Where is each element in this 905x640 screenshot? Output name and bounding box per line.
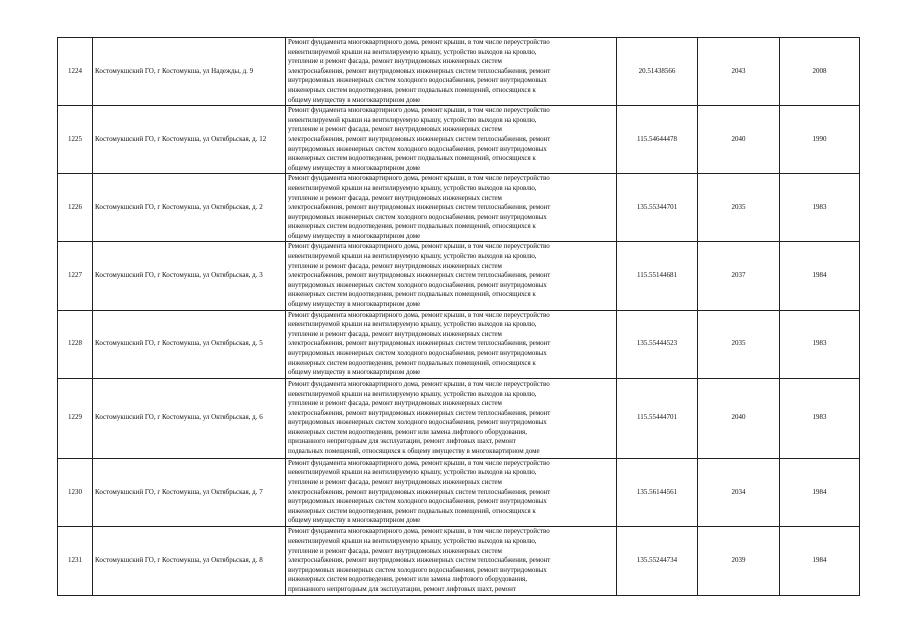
table-body: [58, 38, 860, 596]
repair-works-line: электроснабжения, ремонт внутридомовых инженерных систем теплоснабжения, ремонт: [288, 66, 551, 75]
repair-cost: 20.51438566: [617, 38, 698, 106]
repair-works-line: Ремонт фундамента многоквартирного дома, ремонт крыши, в том числе переустройство: [288, 242, 550, 251]
repair-works-line: общему имуществу в многоквартирном доме: [288, 300, 421, 309]
repair-works-line: невентилируемой крыши на вентилируемую крышу, устройство выходов на кровлю,: [288, 47, 537, 56]
repair-works-line: электроснабжения, ремонт внутридомовых инженерных систем теплоснабжения, ремонт: [288, 339, 551, 348]
table-row: [58, 378, 860, 458]
repair-works-line: невентилируемой крыши на вентилируемую крышу, устройство выходов на кровлю,: [288, 183, 537, 192]
repair-works: [286, 242, 617, 310]
repair-works-line: Ремонт фундамента многоквартирного дома, ремонт крыши, в том числе переустройство: [288, 458, 550, 467]
house-address: Костомукшский ГО, г Костомукша, ул Надежды, д. 9: [93, 38, 286, 106]
repair-register-table: [57, 37, 860, 596]
table-row: [58, 526, 860, 595]
construction-year: 1990: [780, 106, 860, 174]
construction-year: 1984: [780, 526, 860, 595]
row-number: 1225: [58, 106, 93, 174]
repair-works-line: электроснабжения, ремонт внутридомовых инженерных систем теплоснабжения, ремонт: [288, 271, 551, 280]
repair-works-line: невентилируемой крыши на вентилируемую крышу, устройство выходов на кровлю,: [288, 536, 537, 545]
construction-year: 1983: [780, 310, 860, 378]
repair-works-line: невентилируемой крыши на вентилируемую крышу, устройство выходов на кровлю,: [288, 320, 537, 329]
construction-year: 1983: [780, 174, 860, 242]
repair-works-line: внутридомовых инженерных систем холодного водоснабжения, ремонт внутридомовых: [288, 349, 547, 357]
planned-year: 2034: [698, 458, 780, 526]
repair-works-line: невентилируемой крыши на вентилируемую крышу, устройство выходов на кровлю,: [288, 115, 537, 124]
row-number: 1226: [58, 174, 93, 242]
planned-year: 2039: [698, 526, 780, 595]
house-address: Костомукшский ГО, г Костомукша, ул Октябрьская, д. 6: [93, 378, 286, 458]
repair-cost: 135.56144561: [617, 458, 698, 526]
row-number: 1230: [58, 458, 93, 526]
repair-works: [286, 174, 617, 242]
table-row: [58, 38, 860, 106]
repair-works-line: утепление и ремонт фасада, ремонт внутридомовых инженерных систем: [288, 329, 502, 338]
repair-works-line: утепление и ремонт фасада, ремонт внутридомовых инженерных систем: [288, 399, 502, 408]
table-row: [58, 458, 860, 526]
planned-year: 2035: [698, 310, 780, 378]
table-row: [58, 174, 860, 242]
row-number: 1231: [58, 526, 93, 595]
repair-works-line: общему имуществу в многоквартирном доме: [288, 368, 421, 377]
repair-works-line: утепление и ремонт фасада, ремонт внутридомовых инженерных систем: [288, 261, 502, 270]
repair-cost: 115.54644478: [617, 106, 698, 174]
repair-works-line: общему имуществу в многоквартирном доме: [288, 231, 421, 240]
row-number: 1228: [58, 310, 93, 378]
repair-works-line: внутридомовых инженерных систем холодного водоснабжения, ремонт внутридомовых: [288, 565, 547, 574]
planned-year: 2035: [698, 174, 780, 242]
repair-cost: 135.55244734: [617, 526, 698, 595]
repair-works-line: общему имуществу в многоквартирном доме: [288, 516, 421, 525]
repair-works-line: признанного непригодным для эксплуатации, ремонт лифтовых шахт, ремонт: [288, 584, 516, 593]
row-number: 1227: [58, 242, 93, 310]
row-number: 1224: [58, 38, 93, 106]
repair-works-line: внутридомовых инженерных систем холодного водоснабжения, ремонт внутридомовых: [288, 418, 547, 427]
planned-year: 2037: [698, 242, 780, 310]
repair-works-line: внутридомовых инженерных систем холодного водоснабжения, ремонт внутридомовых: [288, 76, 547, 85]
repair-works-line: электроснабжения, ремонт внутридомовых инженерных систем теплоснабжения, ремонт: [288, 203, 551, 212]
repair-works-line: признанного непригодным для эксплуатации, ремонт лифтовых шахт, ремонт: [288, 437, 516, 446]
repair-works-line: внутридомовых инженерных систем холодного водоснабжения, ремонт внутридомовых: [288, 497, 547, 506]
repair-works-line: Ремонт фундамента многоквартирного дома, ремонт крыши, в том числе переустройство: [288, 38, 550, 46]
house-address: Костомукшский ГО, г Костомукша, ул Октябрьская, д. 8: [93, 526, 286, 595]
table-row: [58, 242, 860, 310]
repair-works-line: инженерных систем водоотведения, ремонт подвальных помещений, относящихся к: [288, 154, 536, 163]
repair-works-line: электроснабжения, ремонт внутридомовых инженерных систем теплоснабжения, ремонт: [288, 556, 551, 565]
repair-works-line: инженерных систем водоотведения, ремонт подвальных помещений, относящихся к: [288, 222, 536, 231]
construction-year: 1984: [780, 242, 860, 310]
repair-works-line: инженерных систем водоотведения, ремонт или замена лифтового оборудования,: [288, 575, 527, 584]
repair-works-line: невентилируемой крыши на вентилируемую крышу, устройство выходов на кровлю,: [288, 468, 537, 477]
repair-works-line: внутридомовых инженерных систем холодного водоснабжения, ремонт внутридомовых: [288, 144, 547, 153]
repair-works-line: электроснабжения, ремонт внутридомовых инженерных систем теплоснабжения, ремонт: [288, 408, 551, 417]
repair-works-line: внутридомовых инженерных систем холодного водоснабжения, ремонт внутридомовых: [288, 280, 547, 289]
repair-works-line: общему имуществу в многоквартирном доме: [288, 95, 421, 104]
planned-year: 2040: [698, 378, 780, 458]
repair-works: [286, 378, 617, 458]
house-address: Костомукшский ГО, г Костомукша, ул Октябрьская, д. 5: [93, 310, 286, 378]
repair-works-line: внутридомовых инженерных систем холодного водоснабжения, ремонт внутридомовых: [288, 212, 547, 221]
repair-works: [286, 106, 617, 174]
repair-works-line: инженерных систем водоотведения, ремонт подвальных помещений, относящихся к: [288, 506, 536, 515]
planned-year: 2040: [698, 106, 780, 174]
repair-works-line: Ремонт фундамента многоквартирного дома, ремонт крыши, в том числе переустройство: [288, 310, 550, 319]
repair-works-line: невентилируемой крыши на вентилируемую крышу, устройство выходов на кровлю,: [288, 252, 537, 261]
repair-works-line: подвальных помещений, относящихся к общему имуществу в многоквартирном доме: [288, 447, 540, 456]
repair-works: [286, 38, 617, 106]
construction-year: 2008: [780, 38, 860, 106]
repair-cost: 115.55444701: [617, 378, 698, 458]
house-address: Костомукшский ГО, г Костомукша, ул Октябрьская, д. 3: [93, 242, 286, 310]
repair-works-line: Ремонт фундамента многоквартирного дома, ремонт крыши, в том числе переустройство: [288, 106, 550, 115]
row-number: 1229: [58, 378, 93, 458]
planned-year: 2043: [698, 38, 780, 106]
repair-works-line: утепление и ремонт фасада, ремонт внутридомовых инженерных систем: [288, 125, 502, 134]
house-address: Костомукшский ГО, г Костомукша, ул Октябрьская, д. 7: [93, 458, 286, 526]
repair-works-line: инженерных систем водоотведения, ремонт подвальных помещений, относящихся к: [288, 358, 536, 367]
repair-works-line: невентилируемой крыши на вентилируемую крышу, устройство выходов на кровлю,: [288, 389, 537, 398]
construction-year: 1984: [780, 458, 860, 526]
repair-works-line: утепление и ремонт фасада, ремонт внутридомовых инженерных систем: [288, 193, 502, 202]
repair-works: [286, 526, 617, 595]
repair-works-line: Ремонт фундамента многоквартирного дома, ремонт крыши, в том числе переустройство: [288, 527, 550, 536]
table-row: [58, 310, 860, 378]
repair-works-line: инженерных систем водоотведения, ремонт подвальных помещений, относящихся к: [288, 290, 536, 299]
repair-cost: 135.55344701: [617, 174, 698, 242]
repair-cost: 135.55444523: [617, 310, 698, 378]
repair-works-line: Ремонт фундамента многоквартирного дома, ремонт крыши, в том числе переустройство: [288, 174, 550, 183]
repair-works-line: Ремонт фундамента многоквартирного дома, ремонт крыши, в том числе переустройство: [288, 379, 550, 388]
house-address: Костомукшский ГО, г Костомукша, ул Октябрьская, д. 12: [93, 106, 286, 174]
repair-works-line: электроснабжения, ремонт внутридомовых инженерных систем теплоснабжения, ремонт: [288, 487, 551, 496]
construction-year: 1983: [780, 378, 860, 458]
repair-works-line: инженерных систем водоотведения, ремонт или замена лифтового оборудования,: [288, 427, 527, 436]
house-address: Костомукшский ГО, г Костомукша, ул Октябрьская, д. 2: [93, 174, 286, 242]
table-row: [58, 106, 860, 174]
repair-works-line: утепление и ремонт фасада, ремонт внутридомовых инженерных систем: [288, 477, 502, 486]
repair-works: [286, 310, 617, 378]
repair-works-line: общему имуществу в многоквартирном доме: [288, 163, 421, 172]
repair-works: [286, 458, 617, 526]
repair-works-line: утепление и ремонт фасада, ремонт внутридомовых инженерных систем: [288, 57, 502, 66]
repair-works-line: утепление и ремонт фасада, ремонт внутридомовых инженерных систем: [288, 546, 502, 555]
repair-cost: 115.55144681: [617, 242, 698, 310]
repair-works-line: инженерных систем водоотведения, ремонт подвальных помещений, относящихся к: [288, 85, 536, 94]
repair-works-line: электроснабжения, ремонт внутридомовых инженерных систем теплоснабжения, ремонт: [288, 134, 551, 143]
